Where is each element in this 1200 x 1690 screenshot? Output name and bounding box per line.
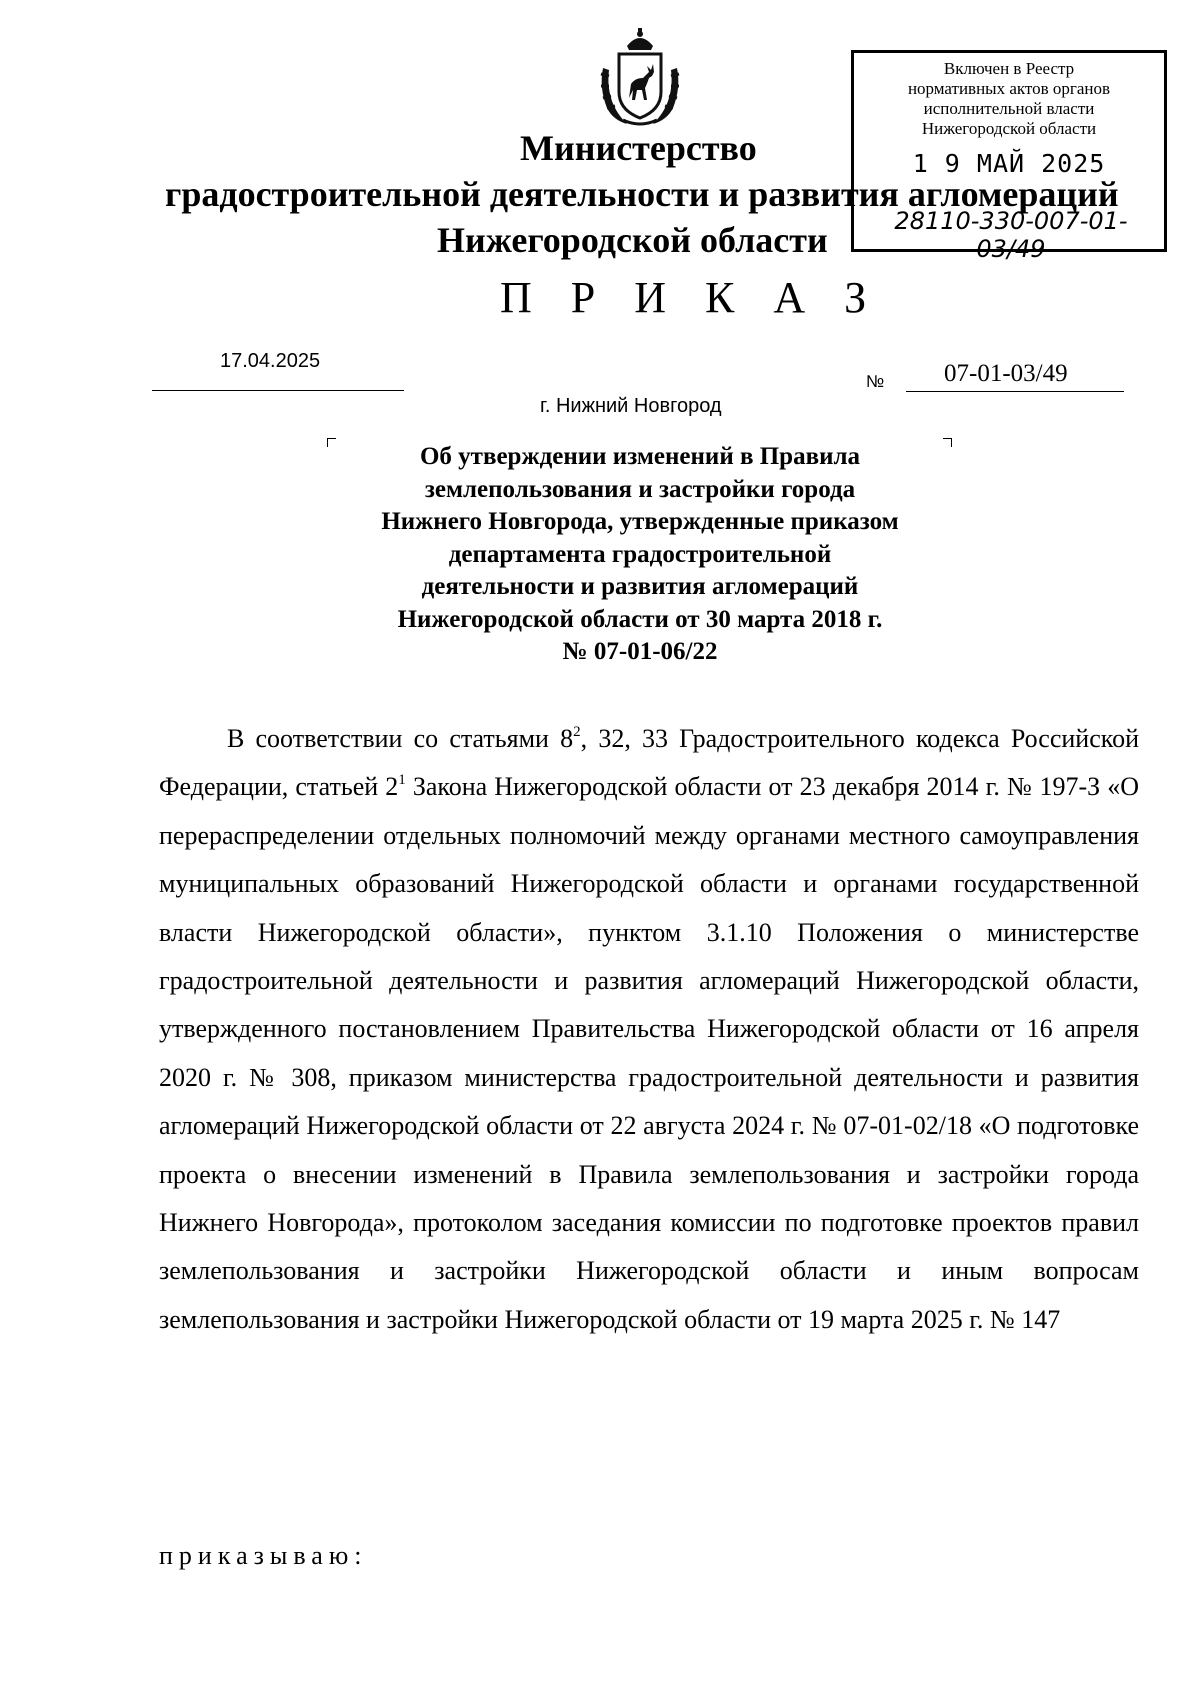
stamp-line-1: Включен в Реестр <box>943 59 1075 78</box>
document-city: г. Нижний Новгород <box>540 395 722 417</box>
nizhny-novgorod-coat-of-arms-icon <box>597 28 683 128</box>
registry-stamp <box>851 50 1167 263</box>
ministry-title-line-1: Министерство <box>520 128 757 168</box>
subject-line: землепользования и застройки города <box>424 475 856 503</box>
ministry-title-line-3: Нижегородской области <box>437 220 828 260</box>
body-superscript: 2 <box>573 724 581 740</box>
subject-corner-left <box>327 438 336 447</box>
body-text-part: Закона Нижегородской области от 23 декабря 2014 г. № 197-З «О перераспределении отдельных полномочий между органами местного самоуправления муниципальных образований Нижегородской области и органами государственной власти Нижегородской области», пунктом 3.1.10 Положения о министерстве градостроительной деятельности и развития агломераций Нижегородской области, утвержденного постановлением Правительства Нижегородской области от 16 апреля 2020 г. № 308, приказом министерства градостроительной деятельности и развития агломераций Нижегородской области от 22 августа 2024 г. № 07-01-02/18 «О подготовке проекта о внесении изменений в Правила землепользования и застройки города Нижнего Новгорода», протоколом заседания комиссии по подготовке проектов правил землепользования и застройки Нижегородской области и иным вопросам землепользования и застройки Нижегородской области от 19 марта 2025 г. № 147 <box>159 772 1139 1334</box>
subject-line: департамента градостроительной <box>448 540 832 568</box>
body-paragraph <box>159 715 1139 1344</box>
number-underline <box>906 391 1124 392</box>
document-type-heading: П Р И К А З <box>500 273 881 322</box>
stamp-registry-number: 28110-330-007-01-03/49 <box>894 207 1128 263</box>
subject-line: деятельности и развития агломераций <box>421 573 859 600</box>
number-sign: № <box>866 372 885 391</box>
stamp-line-2: нормативных актов органов <box>907 79 1111 98</box>
stamp-line-3: исполнительной власти <box>923 99 1095 118</box>
document-date: 17.04.2025 <box>220 350 321 372</box>
subject-line: Нижнего Новгорода, утвержденные приказом <box>381 508 899 535</box>
ministry-title-line-2: градостроительной деятельности и развития агломераций <box>165 174 1119 214</box>
body-text-part: В соответствии со статьями 8 <box>227 724 574 753</box>
document-subject <box>340 441 940 669</box>
date-underline <box>152 390 404 391</box>
body-superscript: 1 <box>398 772 406 789</box>
subject-line: № 07-01-06/22 <box>562 638 718 665</box>
subject-corner-right <box>943 438 952 447</box>
subject-line: Нижегородской области от 30 марта 2018 г. <box>397 605 883 633</box>
body-text-part: , 32, 33 Градостроительного кодекса Российской Федерации, статьей 2 <box>159 724 1139 802</box>
orders-phrase: приказываю: <box>159 1541 368 1570</box>
stamp-date: 1 9 МАЙ 2025 <box>912 149 1106 178</box>
subject-line: Об утверждении изменений в Правила <box>419 443 861 470</box>
document-number: 07-01-03/49 <box>944 360 1068 387</box>
stamp-line-4: Нижегородской области <box>921 119 1097 138</box>
